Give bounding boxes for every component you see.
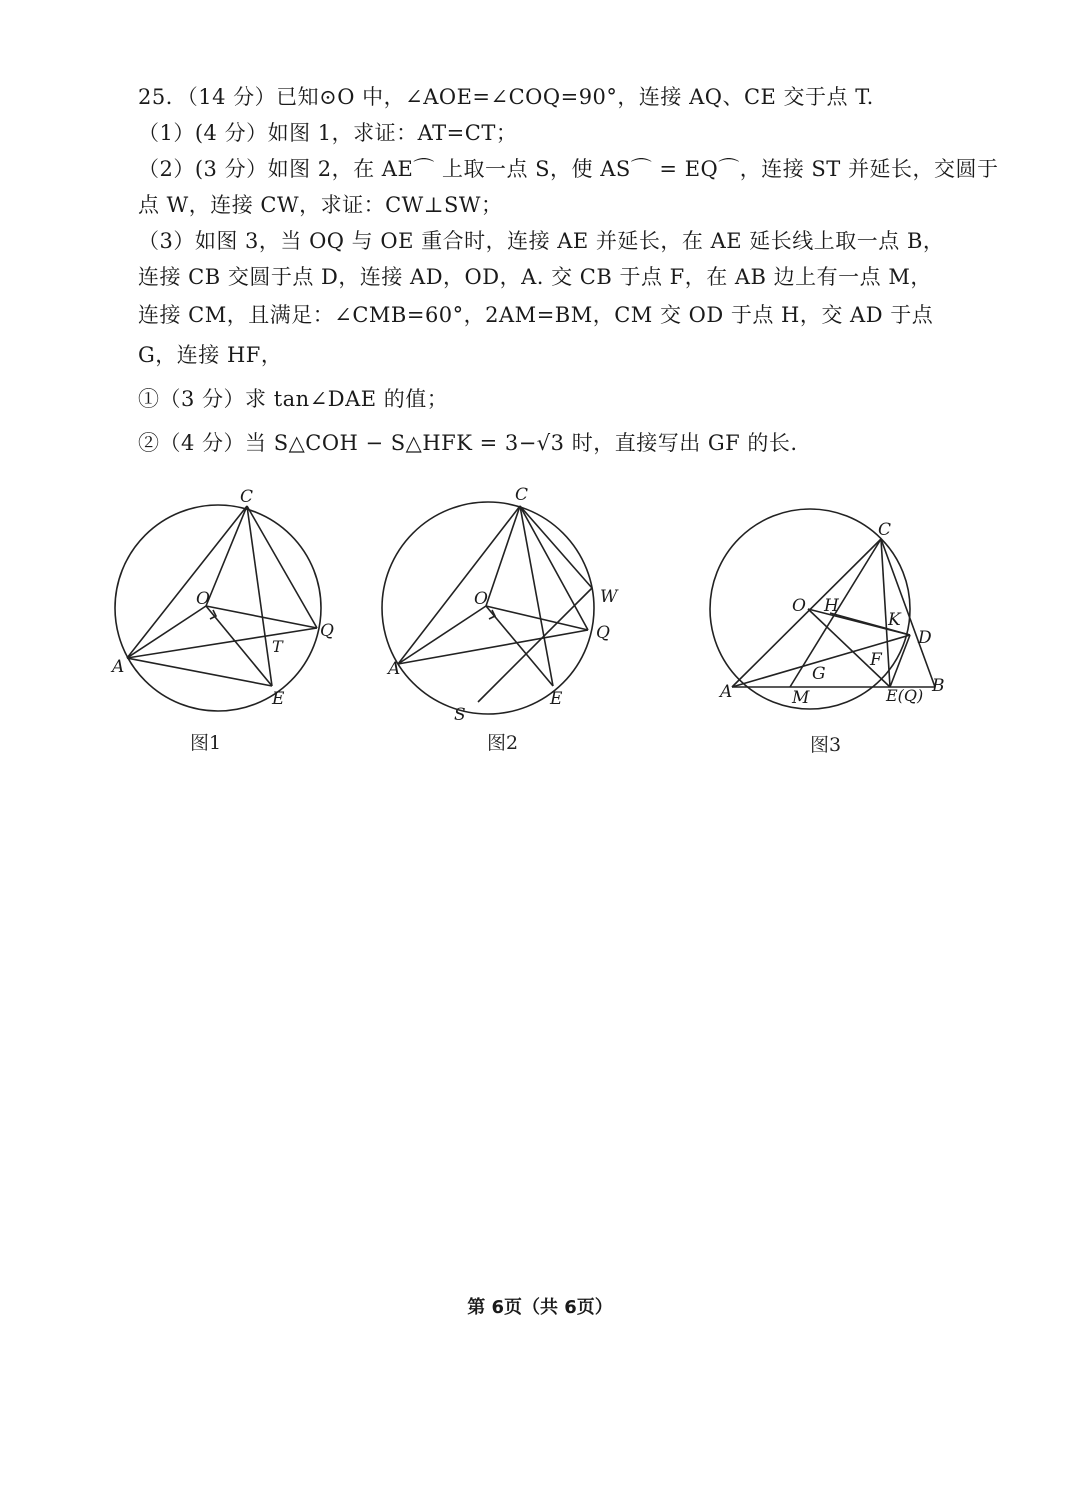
part-3: （3）如图 3，当 OQ 与 OE 重合时，连接 AE 并延长，在 AE 延长线上取一点 B， [138,229,945,253]
point-label-d: D [918,628,932,648]
point-label-o: O [792,596,806,616]
page-footer: 第 6页（共 6页） [467,1297,613,1318]
figure-2 [378,480,638,730]
point-label-w: W [600,587,618,607]
point-label-o: O [196,589,210,609]
part-2: （2）(3 分）如图 2，在 AE⌒ 上取一点 S，使 AS⌒ = EQ⌒，连接 ST 并延长，交圆于 [138,157,999,181]
point-label-c: C [515,485,529,505]
point-label-b: B [932,676,945,696]
point-label-e: E [550,689,563,709]
part-1: （1）(4 分）如图 1，求证：AT=CT； [138,121,518,145]
subpart-2: ②（4 分）当 S△COH − S△HFK = 3−√3 时，直接写出 GF 的长. [138,431,798,455]
point-label-q: Q [596,623,610,643]
point-label-a: A [388,659,401,679]
figure-3 [700,505,960,730]
point-label-c: C [240,487,254,507]
point-label-k: K [888,610,901,630]
point-label-a: A [720,682,733,702]
subpart-1: ①（3 分）求 tan∠DAE 的值； [138,387,449,411]
point-label-g: G [812,664,826,684]
part-3-cont-1: 连接 CB 交圆于点 D，连接 AD，OD，A. 交 CB 于点 F，在 AB 边上有一点 M， [138,265,932,289]
point-label-q: Q [320,621,334,641]
part-2-cont: 点 W，连接 CW，求证：CW⊥SW； [138,193,503,217]
point-label-o: O [474,589,488,609]
figure-2-caption: 图2 [487,732,519,754]
point-label-f: F [870,650,882,670]
figure-1 [100,480,350,720]
point-label-t: T [272,637,283,656]
problem-statement: 25．（14 分）已知⊙O 中，∠AOE=∠COQ=90°，连接 AQ、CE 交于点 T. [138,85,874,109]
figure-3-caption: 图3 [810,734,842,756]
part-3-cont-2: 连接 CM，且满足：∠CMB=60°，2AM=BM，CM 交 OD 于点 H，交 AD 于点 [138,303,934,327]
point-label-e: E [272,689,285,709]
figure-1-caption: 图1 [190,732,222,754]
point-label-h: H [824,596,839,616]
point-label-c: C [878,520,892,540]
point-label-eq: E(Q) [886,686,924,705]
point-label-s: S [454,705,466,725]
point-label-m: M [792,688,810,708]
part-3-cont-3: G，连接 HF， [138,343,283,367]
point-label-a: A [112,657,125,677]
